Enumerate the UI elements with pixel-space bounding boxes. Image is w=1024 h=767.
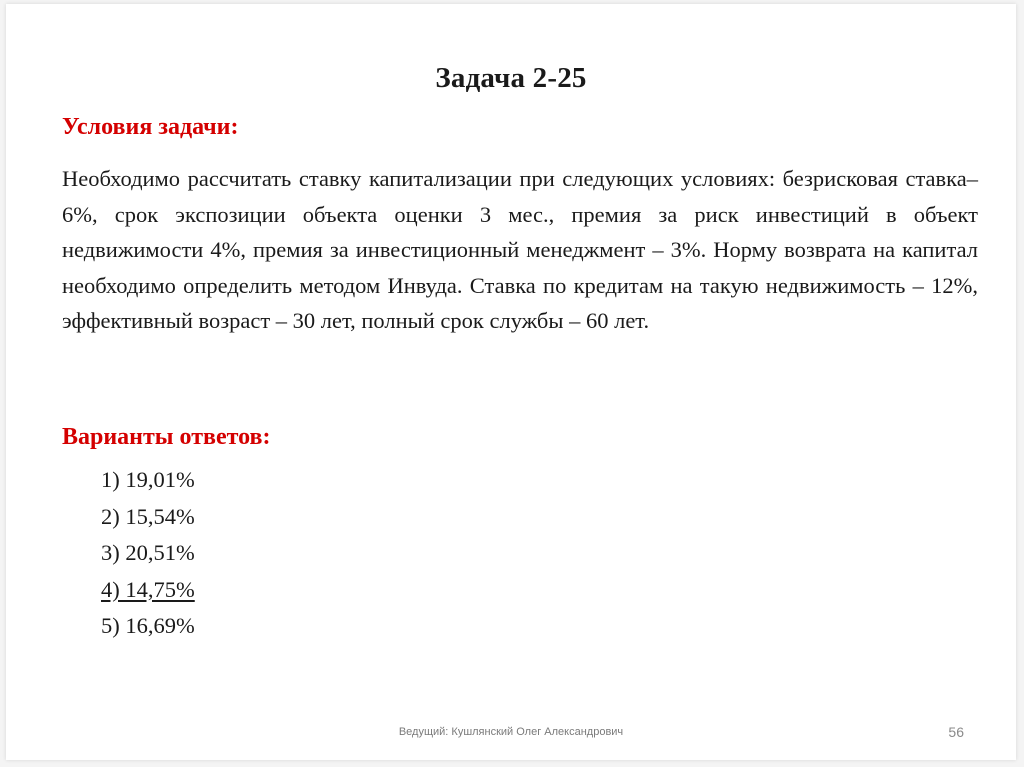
answer-option: 2) 15,54% [101, 503, 195, 529]
slide [6, 4, 1016, 760]
answer-options-list [101, 462, 195, 645]
answer-option-correct: 4) 14,75% [101, 576, 195, 602]
page-title: Задача 2-25 [435, 62, 587, 94]
conditions-heading: Условия задачи: [62, 114, 239, 140]
answer-option: 3) 20,51% [101, 540, 195, 565]
answer-option: 5) 16,69% [101, 613, 195, 638]
problem-statement: Необходимо рассчитать ставку капитализации при следующих условиях: безрисковая ставка– 6%, срок экспозиции объекта оценки 3 мес., премия за риск инвестиций в объект недвижимости 4%, премия за инвестиционный менеджмент – 3%. Норму возврата на капитал необходимо определить методом Инвуда. Ставка по кредитам на такую недвижимость – 12%, эффективный возраст – 30 лет, полный срок службы – 60 лет. [62, 166, 978, 333]
answers-heading: Варианты ответов: [62, 424, 271, 450]
page-number: 56 [948, 724, 964, 740]
footer-presenter: Ведущий: Кушлянский Олег Александрович [398, 726, 624, 738]
answer-option: 1) 19,01% [101, 467, 195, 492]
